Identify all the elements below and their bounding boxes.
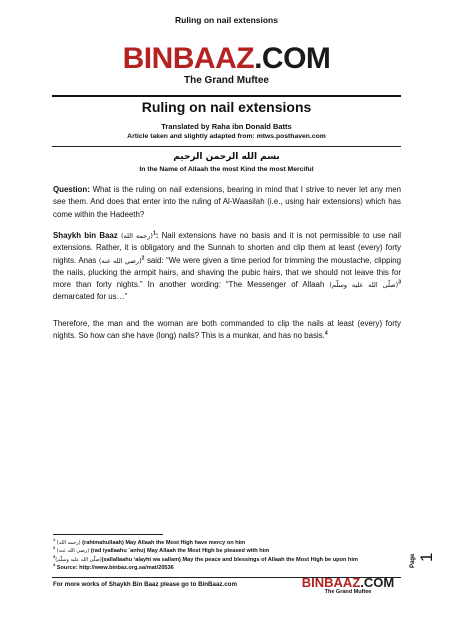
logo-tagline: The Grand Muftee xyxy=(183,75,269,86)
footer-logo-tld: .COM xyxy=(360,575,395,590)
conclusion-paragraph xyxy=(53,318,401,343)
footer-logo-main: BINBAAZ xyxy=(301,575,361,590)
logo-main-text: BINBAAZ xyxy=(122,42,255,75)
footnote-text: (rahimahullaah) May Allaah the Most High have mercy on him xyxy=(80,540,246,546)
page-title: Ruling on nail extensions xyxy=(141,99,312,115)
title-top-rule xyxy=(52,95,401,97)
footnote-text: (rad iyallaahu `anhu) May Allaah the Most High be pleased with him xyxy=(89,548,270,555)
page-number xyxy=(410,538,440,578)
page-number-value: 1 xyxy=(417,552,436,562)
anas-honorific: (رضي الله عنه) xyxy=(98,256,142,265)
translator-credit: Translated by Raha ibn Donald Batts xyxy=(161,122,292,131)
prophet-honorific: (صلّى الله عليه وسلّم) xyxy=(329,281,399,290)
running-header: Ruling on nail extensions xyxy=(175,15,278,25)
speaker-honorific: (رحمه الله) xyxy=(120,232,153,240)
page-label: Page xyxy=(410,553,416,568)
footer-logo-wordmark xyxy=(298,576,398,589)
footnote-item xyxy=(53,547,401,555)
logo-wordmark xyxy=(0,44,453,74)
footnote-separator xyxy=(53,534,163,535)
conclusion-text: Therefore, the man and the woman are both commanded to clip the nails at least (every) forty nights. So how can she have (long) nails? This is a munkar, and has no basis. xyxy=(53,319,401,341)
title-bottom-rule xyxy=(52,146,401,147)
footnote-ref-4[interactable]: 4 xyxy=(324,330,328,337)
footnote-item xyxy=(53,553,401,564)
footnote-arabic: (رضي الله عنه) xyxy=(56,548,90,555)
answer-text-3: demarcated for us…” xyxy=(53,292,128,302)
footnote-text: (sallallaahu ‘alayhi wa sallam) May the peace and blessings of Allaah the Most High be upon him xyxy=(101,556,358,563)
footnotes xyxy=(53,539,401,572)
footnote-item xyxy=(53,539,401,547)
footnote-arabic: (رحمه الله) xyxy=(56,540,81,546)
question-text: What is the ruling on nail extensions, bearing in mind that I strive to never let any men see them. And does that enter into the ruling of Al-Waasilah (i.e., using hair extensions) which has come within the Hadeeth? xyxy=(53,185,401,219)
answer-text-1: Nail extensions have no basis and it is not permissible to use nail extensions. Rather, it is obligatory and the Sunnah to shorten and clip them at least (every) forty nights. Anas xyxy=(53,231,401,265)
source-credit: Article taken and slightly adapted from: mtws.posthaven.com xyxy=(127,133,326,140)
footnote-ref-3[interactable]: 3 xyxy=(398,279,401,286)
footnote-ref-1[interactable]: 1 xyxy=(152,230,156,237)
question-paragraph xyxy=(53,184,401,221)
footnote-number: 3 xyxy=(53,553,56,559)
footnote-item xyxy=(53,564,401,572)
footnote-arabic: (صلّى الله عليه وسلّم) xyxy=(55,556,102,563)
footnote-ref-2[interactable]: 2 xyxy=(141,254,145,261)
answer-colon: : xyxy=(155,231,159,240)
answer-speaker: Shaykh bin Baaz xyxy=(53,231,118,240)
footnote-number: 1 xyxy=(53,537,56,543)
footer-logo-tagline: The Grand Muftee xyxy=(324,589,372,595)
footer-link-text[interactable]: For more works of Shaykh Bin Baaz please go to BinBaaz.com xyxy=(53,581,237,588)
footnote-text[interactable]: Source: http://www.binbaz.org.sa/mat/20536 xyxy=(55,564,174,571)
bismillah-arabic: بسم الله الرحمن الرحيم xyxy=(173,152,280,162)
footer-logo[interactable] xyxy=(298,576,398,596)
answer-paragraph xyxy=(53,230,401,304)
logo-tld: .COM xyxy=(254,42,331,75)
question-label: Question: xyxy=(53,185,90,194)
bismillah-english: In the Name of Allaah the most Kind the most Merciful xyxy=(139,166,314,173)
footnote-number: 4 xyxy=(53,562,56,568)
binbaaz-logo xyxy=(0,44,453,86)
answer-text-2: said: “We were given a time period for trimming the moustache, clipping the nails, plucking the armpit hairs, and shaving the pubic hairs, that we should not leave this for more than forty nights.” In another wording: “The Messenger of Allaah xyxy=(53,255,401,290)
footnote-number: 2 xyxy=(53,545,56,551)
